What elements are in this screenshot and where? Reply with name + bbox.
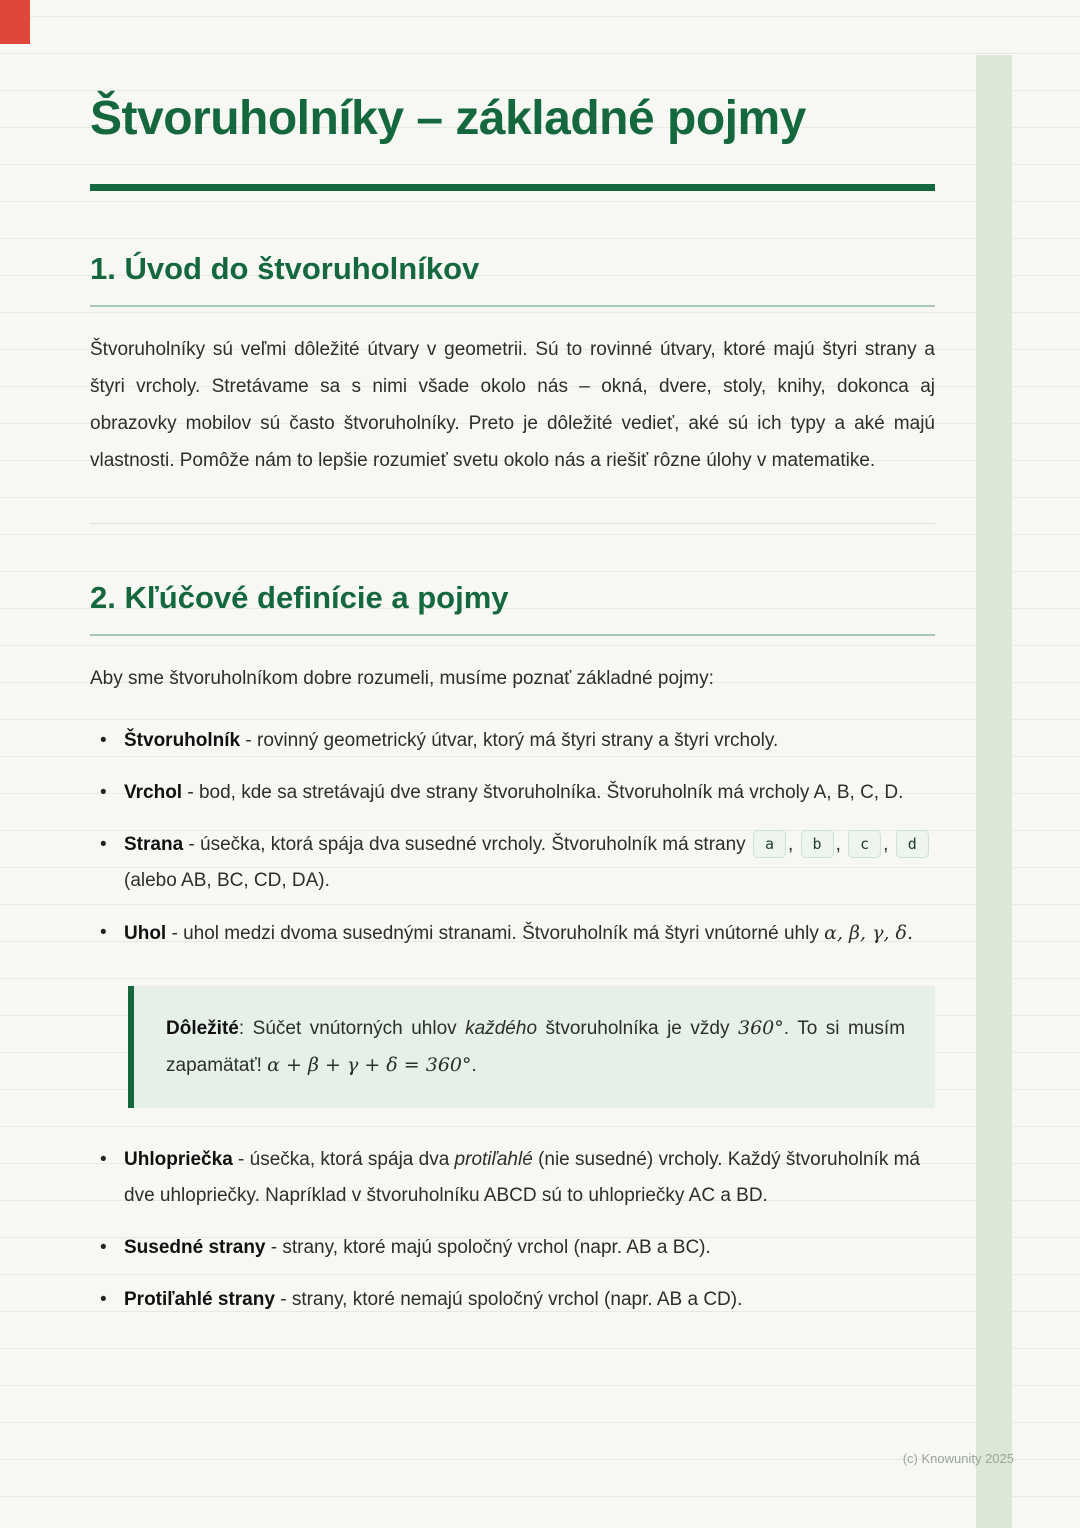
term-label: Susedné strany — [124, 1237, 266, 1258]
list-item-uhlopriecka — [90, 1142, 935, 1214]
section1-heading: 1. Úvod do štvoruholníkov — [90, 251, 480, 286]
definitions-list-continued — [90, 1142, 935, 1318]
angle-sum-formula-math: α + β + γ + δ = 360° — [267, 1054, 472, 1076]
term-description: - strany, ktoré nemajú spoločný vrchol (napr. AB a CD). — [280, 1289, 743, 1310]
list-item-susedne-strany — [90, 1230, 935, 1266]
term-label: Strana — [124, 834, 184, 855]
term-description: - strany, ktoré majú spoločný vrchol (napr. AB a BC). — [270, 1237, 711, 1258]
section1-paragraph: Štvoruholníky sú veľmi dôležité útvary v geometrii. Sú to rovinné útvary, ktoré majú štyri strany a štyri vrcholy. Stretávame sa s nimi všade okolo nás – okná, dvere, stoly, knihy, dokonca aj obrazovky mobilov sú často štvoruholníky. Preto je dôležité vedieť, aké sú ich typy a aké majú vlastnosti. Pomôže nám to lepšie rozumieť svetu okolo nás a riešiť rôzne úlohy v matematike. — [90, 339, 935, 471]
list-item-uhol — [90, 915, 935, 952]
callout-label: Dôležité — [166, 1018, 239, 1039]
footer-credit: (c) Knowunity 2025 — [902, 1451, 1014, 1466]
term-description-end: (nie susedné) vrcholy. Každý štvoruholník má dve uhlopriečky. Napríklad v štvoruholníku ABCD sú to uhlopriečky AC a BD. — [124, 1149, 920, 1206]
definitions-list — [90, 723, 935, 952]
callout-text-1: : Súčet vnútorných uhlov — [238, 1018, 457, 1039]
comma-separator: , — [883, 834, 889, 855]
term-description: - bod, kde sa stretávajú dve strany štvoruholníka. Štvoruholník má vrcholy A, B, C, D. — [187, 782, 904, 803]
red-corner-accent — [0, 0, 30, 44]
callout-text-3: . To si musím zapamätať! — [166, 1018, 906, 1076]
section2-heading-rule — [90, 634, 935, 636]
term-description: - rovinný geometrický útvar, ktorý má štyri strany a štyri vrcholy. — [245, 730, 779, 751]
term-description: - úsečka, ktorá spája dva susedné vrcholy. Štvoruholník má strany — [188, 834, 746, 855]
term-emphasis: protiľahlé — [454, 1149, 533, 1170]
comma-separator: , — [787, 834, 794, 855]
section2-intro: Aby sme štvoruholníkom dobre rozumeli, musíme poznať základné pojmy: — [90, 668, 714, 689]
callout-text-4: . — [471, 1055, 477, 1076]
comma-separator: , — [835, 834, 841, 855]
term-label: Uhlopriečka — [124, 1149, 233, 1170]
page-title: Štvoruholníky – základné pojmy — [90, 92, 806, 145]
term-label: Štvoruholník — [124, 730, 241, 751]
section-divider — [90, 523, 935, 524]
side-code-c: c — [848, 830, 881, 858]
side-code-b: b — [801, 830, 834, 858]
right-edge-strip — [976, 55, 1012, 1528]
term-label: Uhol — [124, 923, 167, 944]
callout-emphasis: každého — [465, 1018, 538, 1039]
term-description-end: (alebo AB, BC, CD, DA). — [124, 870, 330, 891]
greek-angles-math: α, β, γ, δ. — [824, 922, 913, 944]
document-content — [90, 84, 935, 1334]
term-description: - úsečka, ktorá spája dva — [238, 1149, 450, 1170]
list-item-strana — [90, 827, 935, 899]
section2-heading: 2. Kľúčové definície a pojmy — [90, 580, 509, 615]
title-divider — [90, 184, 935, 191]
list-item-vrchol — [90, 775, 935, 811]
list-item-protilahle-strany — [90, 1282, 935, 1318]
important-callout — [128, 986, 935, 1108]
degrees-360-math: 360° — [737, 1017, 784, 1039]
callout-text-2: štvoruholníka je vždy — [545, 1018, 730, 1039]
list-item-stvoruholnik — [90, 723, 935, 759]
term-label: Protiľahlé strany — [124, 1289, 275, 1310]
side-code-d: d — [896, 830, 929, 858]
side-code-a: a — [753, 830, 786, 858]
section1-heading-rule — [90, 305, 935, 307]
term-label: Vrchol — [124, 782, 183, 803]
term-description: - uhol medzi dvoma susednými stranami. Štvoruholník má štyri vnútorné uhly — [171, 923, 819, 944]
